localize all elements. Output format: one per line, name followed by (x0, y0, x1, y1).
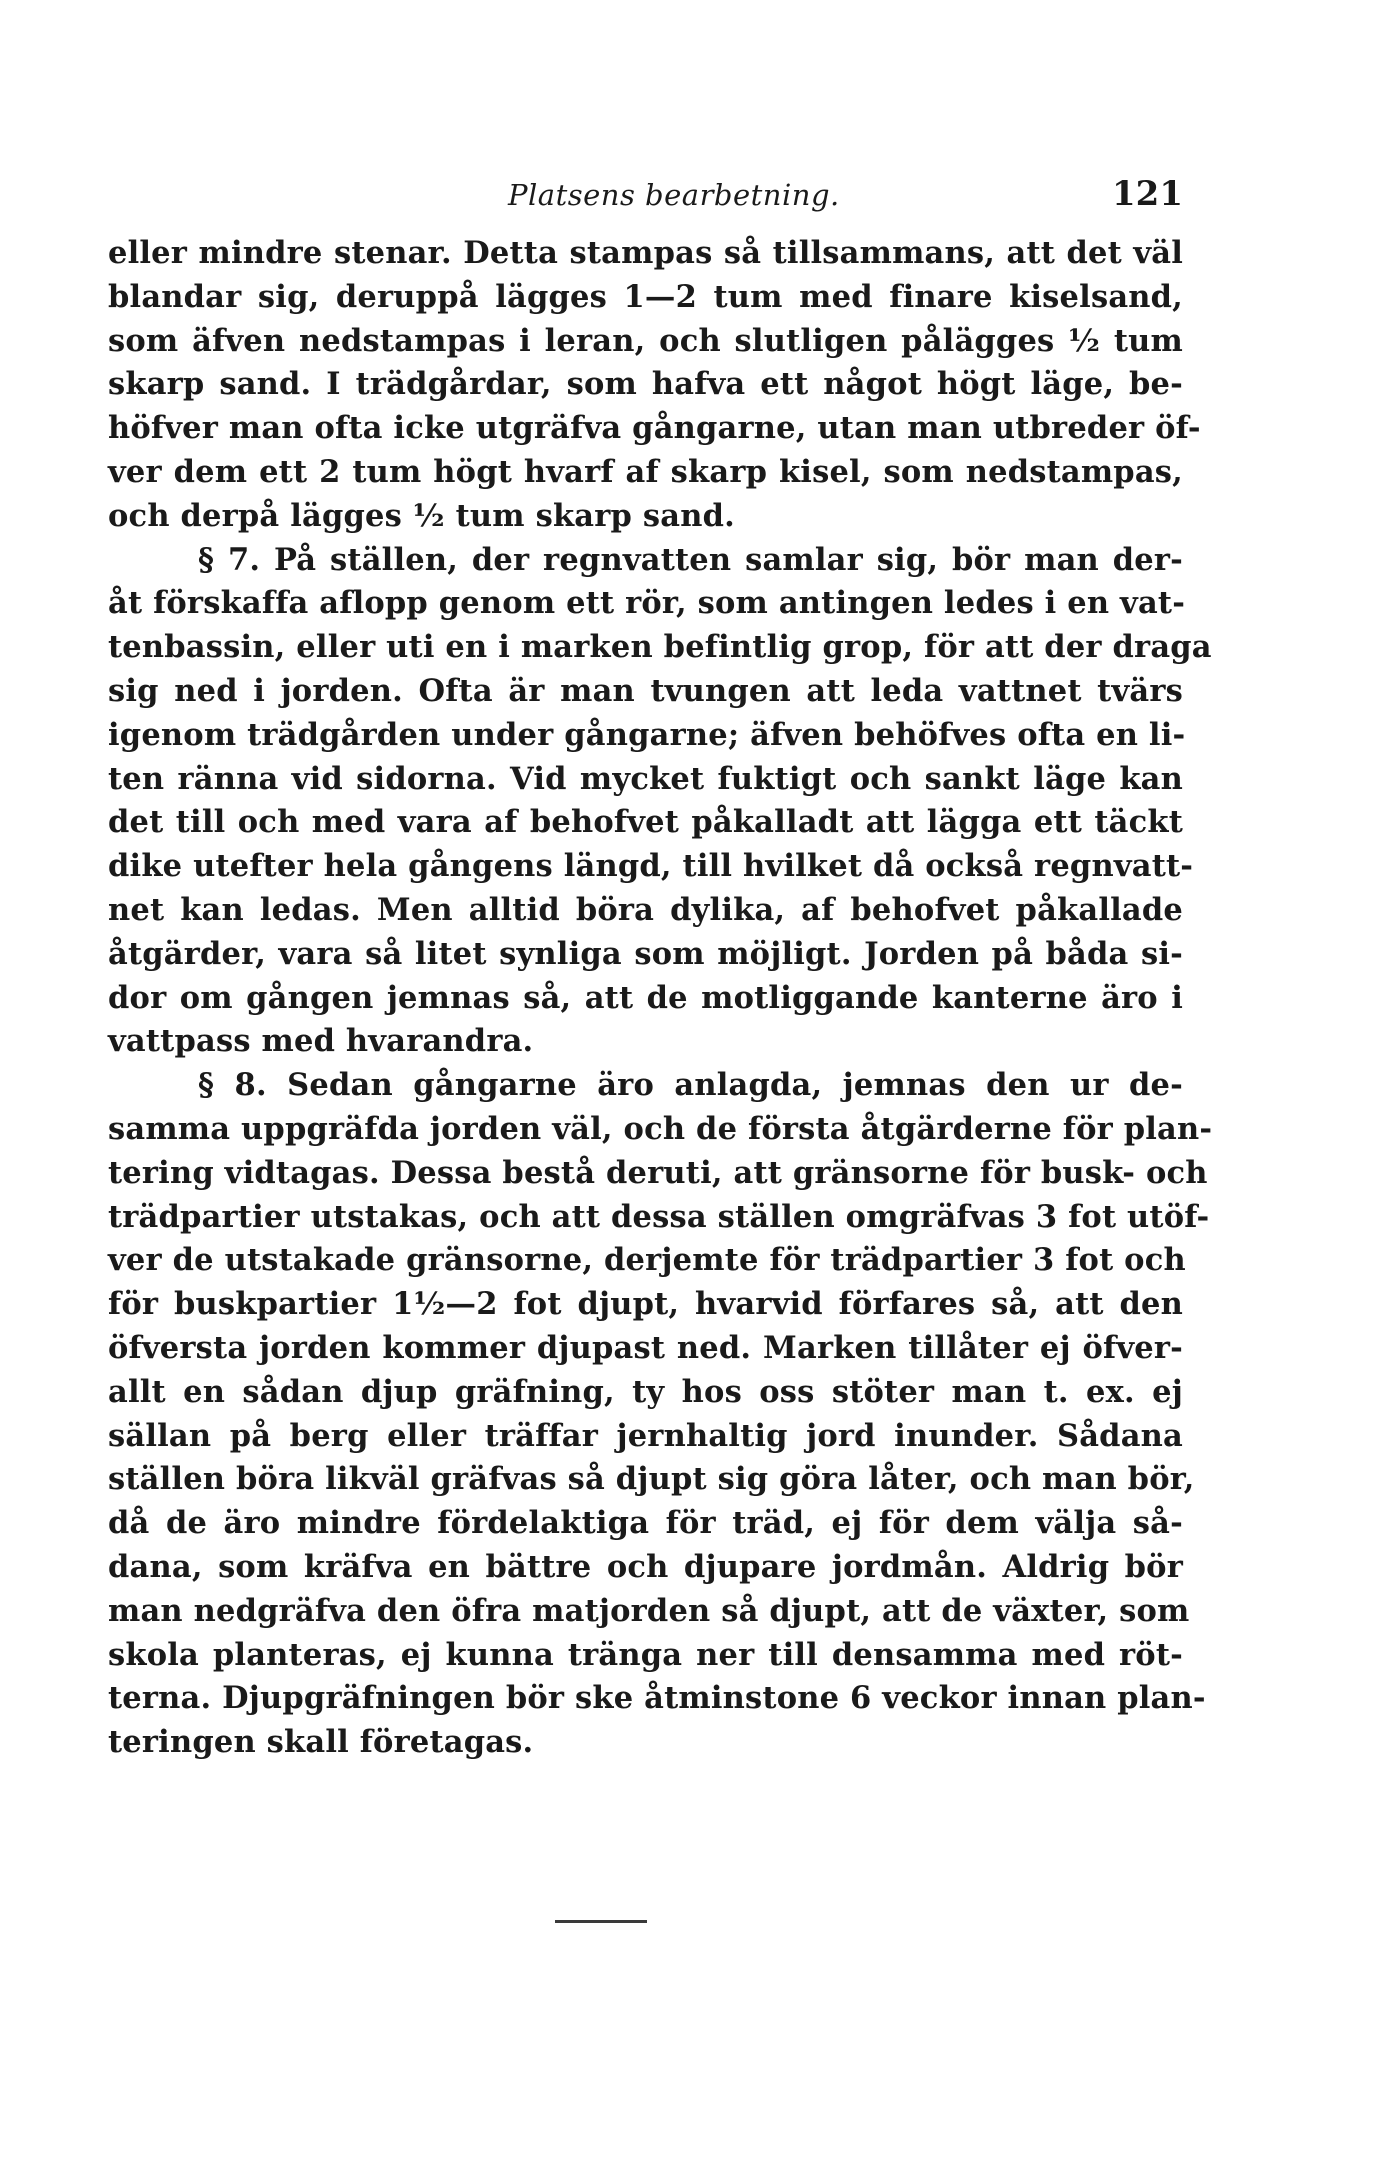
text-line: trädpartier utstakas, och att dessa ställen omgräfvas 3 fot utöf- (108, 1198, 1210, 1235)
text-line: tenbassin, eller uti en i marken befintlig grop, för att der draga (108, 629, 1212, 666)
paragraph-end-line: och derpå lägges ½ tum skarp sand. (108, 497, 735, 534)
body-text (108, 232, 1213, 1765)
text-line: igenom trädgården under gångarne; äfven behöfves ofta en li- (108, 716, 1186, 753)
text-line: net kan ledas. Men alltid böra dylika, af behofvet påkallade (108, 891, 1183, 928)
text-line: eller mindre stenar. Detta stampas så tillsammans, att det väl (108, 235, 1183, 271)
text-line: ten ränna vid sidorna. Vid mycket fuktigt och sankt läge kan (108, 760, 1183, 797)
text-line: man nedgräfva den öfra matjorden så djupt, att de växter, som (108, 1592, 1190, 1629)
text-line: tering vidtagas. Dessa bestå deruti, att gränsorne för busk- och (108, 1154, 1208, 1191)
text-line: ställen böra likväl gräfvas så djupt sig göra låter, och man bör, (108, 1461, 1195, 1498)
page-header (108, 170, 1183, 220)
text-line: då de äro mindre fördelaktiga för träd, ej för dem välja så- (108, 1505, 1183, 1542)
text-line: skola planteras, ej kunna tränga ner till densamma med röt- (108, 1636, 1183, 1673)
text-line: för buskpartier 1½—2 fot djupt, hvarvid förfares så, att den (108, 1286, 1183, 1323)
text-line: allt en sådan djup gräfning, ty hos oss stöter man t. ex. ej (108, 1373, 1183, 1410)
text-line: dana, som kräfva en bättre och djupare jordmån. Aldrig bör (108, 1548, 1183, 1585)
text-line: åtgärder, vara så litet synliga som möjligt. Jorden på båda si- (108, 935, 1183, 972)
paragraph-end-line: teringen skall företagas. (108, 1724, 534, 1761)
text-line: höfver man ofta icke utgräfva gångarne, utan man utbreder öf- (108, 410, 1201, 447)
text-line: blandar sig, deruppå lägges 1—2 tum med finare kiselsand, (108, 278, 1183, 315)
text-line: öfversta jorden kommer djupast ned. Marken tillåter ej öfver- (108, 1329, 1183, 1366)
paragraph-end-line: vattpass med hvarandra. (108, 1023, 534, 1060)
text-line: sällan på berg eller träffar jernhaltig jord inunder. Sådana (108, 1417, 1183, 1454)
text-line: samma uppgräfda jorden väl, och de första åtgärderne för plan- (108, 1110, 1213, 1147)
text-line: ver de utstakade gränsorne, derjemte för trädpartier 3 fot och (108, 1242, 1186, 1279)
text-line: ver dem ett 2 tum högt hvarf af skarp kisel, som nedstampas, (108, 453, 1183, 490)
text-line: åt förskaffa aflopp genom ett rör, som antingen ledes i en vat- (108, 585, 1186, 622)
text-line: som äfven nedstampas i leran, och slutligen pålägges ½ tum (108, 322, 1183, 359)
text-line: sig ned i jorden. Ofta är man tvungen att leda vattnet tvärs (108, 672, 1183, 709)
text-line: skarp sand. I trädgårdar, som hafva ett något högt läge, be- (108, 366, 1183, 403)
text-line: terna. Djupgräfningen bör ske åtminstone 6 veckor innan plan- (108, 1680, 1206, 1717)
text-line: det till och med vara af behofvet påkalladt att lägga ett täckt (108, 804, 1183, 841)
text-line: dor om gången jemnas så, att de motliggande kanterne äro i (108, 979, 1183, 1016)
page-number: 121 (1112, 174, 1183, 214)
text-line: dike utefter hela gångens längd, till hvilket då också regnvatt- (108, 848, 1194, 885)
section-7-heading-line: § 7. På ställen, der regnvatten samlar sig, bör man der- (198, 541, 1183, 578)
section-8-heading-line: § 8. Sedan gångarne äro anlagda, jemnas den ur de- (198, 1067, 1183, 1104)
running-title: Platsens bearbetning. (508, 178, 840, 212)
end-rule-divider (555, 1920, 647, 1923)
